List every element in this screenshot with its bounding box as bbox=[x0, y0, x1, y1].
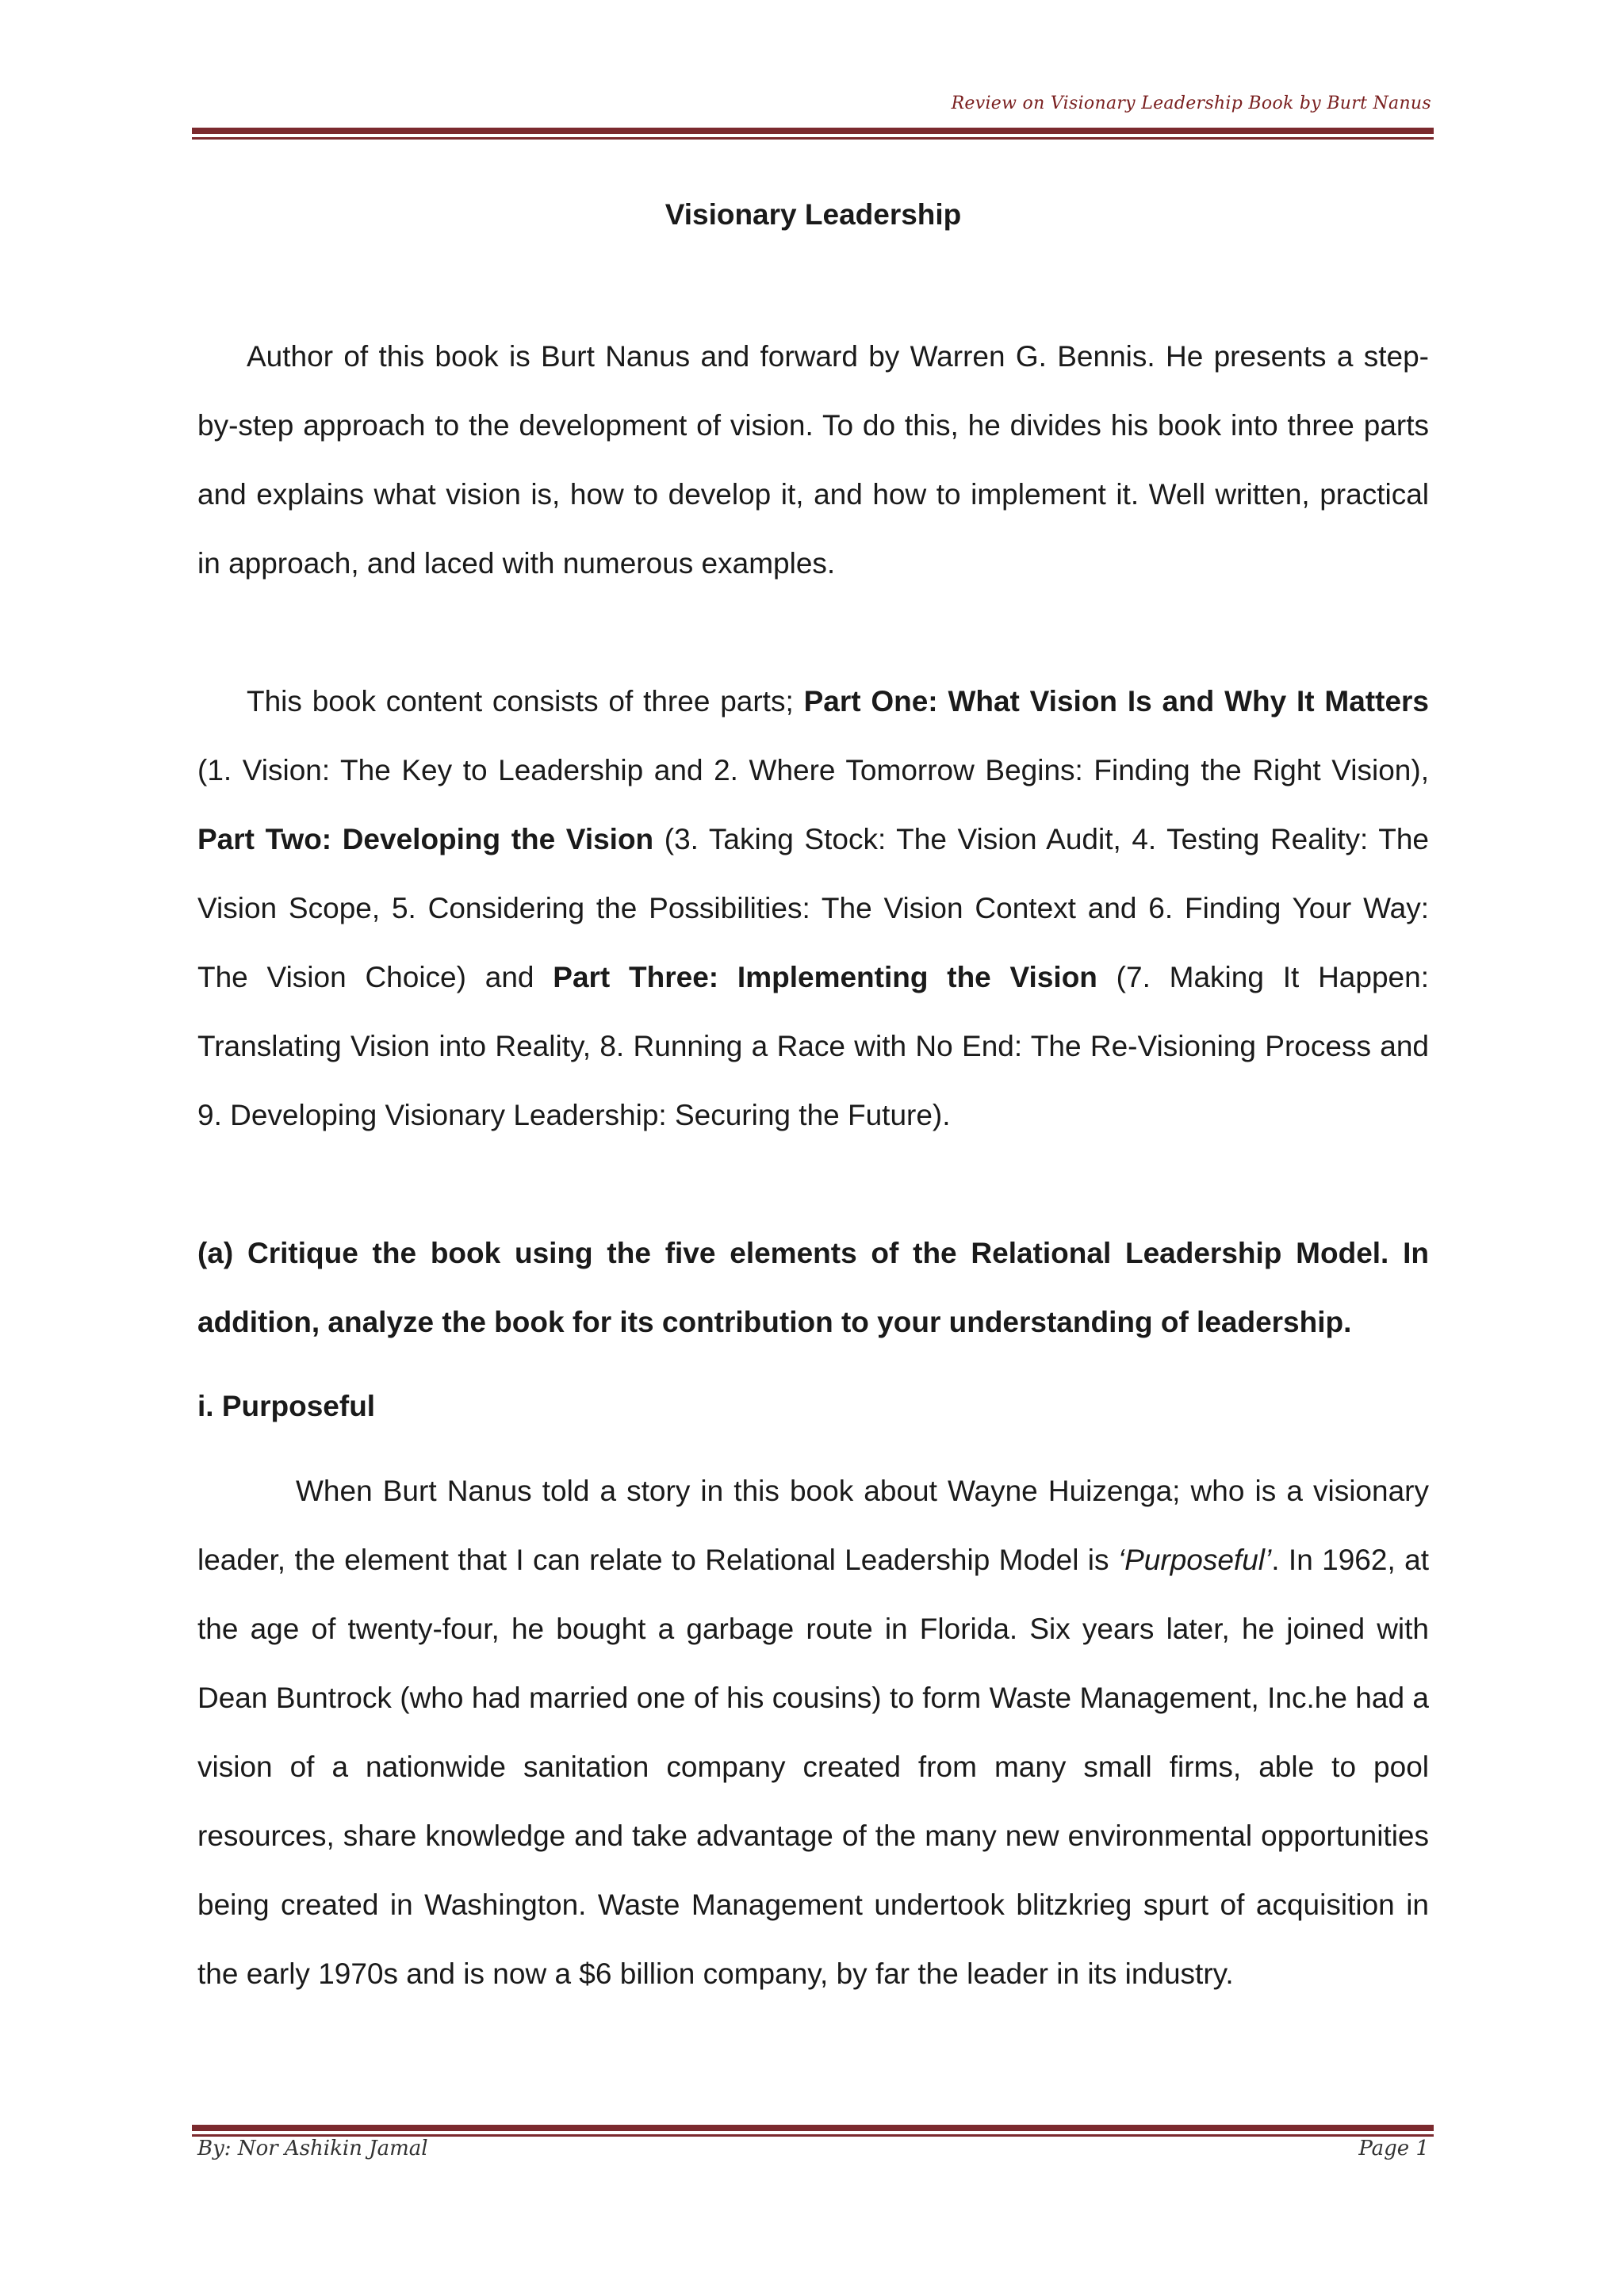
part-two-title: Part Two: Developing the Vision bbox=[197, 823, 654, 855]
critique-question: (a) Critique the book using the five elements of the Relational Leadership Model. In addition, analyze the book for its contribution to your understanding of leadership. bbox=[197, 1237, 1429, 1338]
purposeful-text-end: . In 1962, at the age of twenty-four, he bought a garbage route in Florida. Six years later, he joined with Dean Buntrock (who had married one of his cousins) to form Waste Management, Inc.he had a vision of a nationwide sanitation company created from many small firms, able to pool resources, share knowledge and take advantage of the many new environmental opportunities being created in Washington. Waste Management undertook blitzkrieg spurt of acquisition in the early 1970s and is now a $6 billion company, by far the leader in its industry. bbox=[197, 1544, 1429, 1990]
part-three-title: Part Three: Implementing the Vision bbox=[553, 961, 1097, 993]
section-heading-purposeful: i. Purposeful bbox=[197, 1390, 376, 1422]
part-one-detail: (1. Vision: The Key to Leadership and 2. Where Tomorrow Begins: Finding the Right Vision), bbox=[197, 754, 1429, 786]
header-rule-thin bbox=[192, 137, 1434, 140]
footer-rule bbox=[192, 2125, 1434, 2137]
part-three-detail: (7. Making It Happen: Translating Vision into Reality, 8. Running a Race with No End: The Re-Visioning Process and 9. Developing Visionary Leadership: Securing the Future). bbox=[197, 961, 1429, 1131]
intro-paragraph: Author of this book is Burt Nanus and forward by Warren G. Bennis. He presents a step-by-step approach to the development of vision. To do this, he divides his book into three parts and explains what vision is, how to develop it, and how to implement it. Well written, practical in approach, and laced with numerous examples. bbox=[197, 340, 1429, 580]
running-header: Review on Visionary Leadership Book by Burt Nanus bbox=[951, 94, 1431, 113]
document-body bbox=[197, 184, 1429, 2008]
header-rule bbox=[192, 128, 1434, 140]
header-rule-thick bbox=[192, 128, 1434, 134]
part-one-title: Part One: What Vision Is and Why It Matters bbox=[803, 685, 1430, 718]
footer-rule-thick bbox=[192, 2125, 1434, 2131]
purposeful-text-start: When Burt Nanus told a story in this book about Wayne Huizenga; who is a visionary leader, the element that I can relate to Relational Leadership Model is bbox=[197, 1475, 1429, 1576]
part-two-detail: (3. Taking Stock: The Vision Audit, 4. Testing Reality: The Vision Scope, 5. Considering the Possibilities: The Vision Context and 6. Finding Your Way: The Vision Choice) and bbox=[197, 823, 1430, 993]
footer-author: By: Nor Ashikin Jamal bbox=[197, 2137, 428, 2160]
purposeful-term: ‘Purposeful’ bbox=[1117, 1544, 1272, 1576]
footer-page-number: Page 1 bbox=[1358, 2137, 1429, 2160]
document-title: Visionary Leadership bbox=[665, 198, 962, 231]
book-parts-paragraph bbox=[197, 667, 1429, 1150]
purposeful-paragraph bbox=[197, 1456, 1429, 2008]
parts-intro-text: This book content consists of three parts; bbox=[247, 685, 804, 718]
